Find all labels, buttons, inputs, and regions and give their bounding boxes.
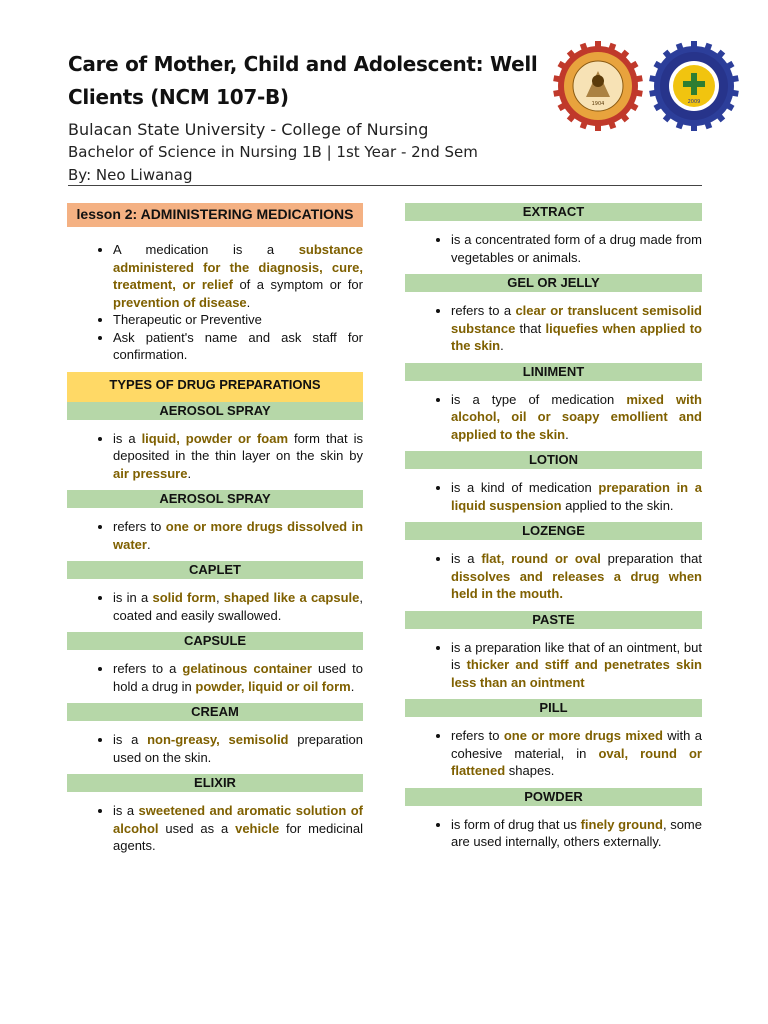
left-column	[67, 203, 363, 863]
list-item: • is a non-greasy, semisolid preparation used on the skin.	[113, 731, 363, 766]
section-header-elixir: ELIXIR	[67, 774, 363, 792]
university-line: Bulacan State University - College of Nursing	[68, 120, 429, 139]
section-header-gel-or-jelly: GEL OR JELLY	[405, 274, 702, 292]
lesson-header: lesson 2: ADMINISTERING MEDICATIONS	[67, 203, 363, 227]
section-header-aerosol-spray-2: AEROSOL SPRAY	[67, 490, 363, 508]
section-header-paste: PASTE	[405, 611, 702, 629]
svg-text:1904: 1904	[591, 101, 605, 107]
list-item: • is in a solid form, shaped like a capsule, coated and easily swallowed.	[113, 589, 363, 624]
section-header-lotion: LOTION	[405, 451, 702, 469]
section-header-liniment: LINIMENT	[405, 363, 702, 381]
document-title: Care of Mother, Child and Adolescent: Well Clients (NCM 107-B)	[68, 52, 538, 109]
section-header-cream: CREAM	[67, 703, 363, 721]
list-item: • refers to one or more drugs dissolved in water.	[113, 518, 363, 553]
section-header-lozenge: LOZENGE	[405, 522, 702, 540]
svg-text:2009: 2009	[687, 99, 701, 105]
section-header-aerosol-spray: AEROSOL SPRAY	[67, 402, 363, 420]
list-item: • is a kind of medication preparation in a liquid suspension applied to the skin.	[451, 479, 702, 514]
lesson-bullets	[67, 241, 363, 364]
section-header-extract: EXTRACT	[405, 203, 702, 221]
section-header-pill: PILL	[405, 699, 702, 717]
list-item: • Therapeutic or Preventive	[113, 311, 363, 329]
list-item: • refers to a clear or translucent semisolid substance that liquefies when applied to the skin.	[451, 302, 702, 355]
right-column	[405, 203, 702, 859]
list-item: • Ask patient's name and ask staff for confirmation.	[113, 329, 363, 364]
section-header-powder: POWDER	[405, 788, 702, 806]
list-item: • A medication is a substance administered for the diagnosis, cure, treatment, or relief of a symptom or for prevention of disease.	[113, 241, 363, 311]
list-item: • is a concentrated form of a drug made from vegetables or animals.	[451, 231, 702, 266]
list-item: • is a sweetened and aromatic solution of alcohol used as a vehicle for medicinal agents.	[113, 802, 363, 855]
list-item: • is a preparation like that of an ointment, but is thicker and stiff and penetrates skin less than an ointment	[451, 639, 702, 692]
types-header: TYPES OF DRUG PREPARATIONS	[67, 372, 363, 402]
section-header-caplet: CAPLET	[67, 561, 363, 579]
list-item: • is a type of medication mixed with alcohol, oil or soapy emollient and applied to the skin.	[451, 391, 702, 444]
header-logos	[553, 41, 739, 131]
list-item: • is a flat, round or oval preparation that dissolves and releases a drug when held in the mouth.	[451, 550, 702, 603]
section-header-capsule: CAPSULE	[67, 632, 363, 650]
header-divider	[68, 185, 702, 186]
list-item: • refers to a gelatinous container used to hold a drug in powder, liquid or oil form.	[113, 660, 363, 695]
list-item: • refers to one or more drugs mixed with a cohesive material, in oval, round or flattened shapes.	[451, 727, 702, 780]
author-line: By: Neo Liwanag	[68, 166, 193, 184]
list-item: • is form of drug that us finely ground, some are used internally, others externally.	[451, 816, 702, 851]
program-line: Bachelor of Science in Nursing 1B | 1st Year - 2nd Sem	[68, 143, 478, 161]
college-of-nursing-seal-logo	[649, 41, 739, 131]
university-seal-logo	[553, 41, 643, 131]
list-item: • is a liquid, powder or foam form that is deposited in the thin layer on the skin by air pressure.	[113, 430, 363, 483]
